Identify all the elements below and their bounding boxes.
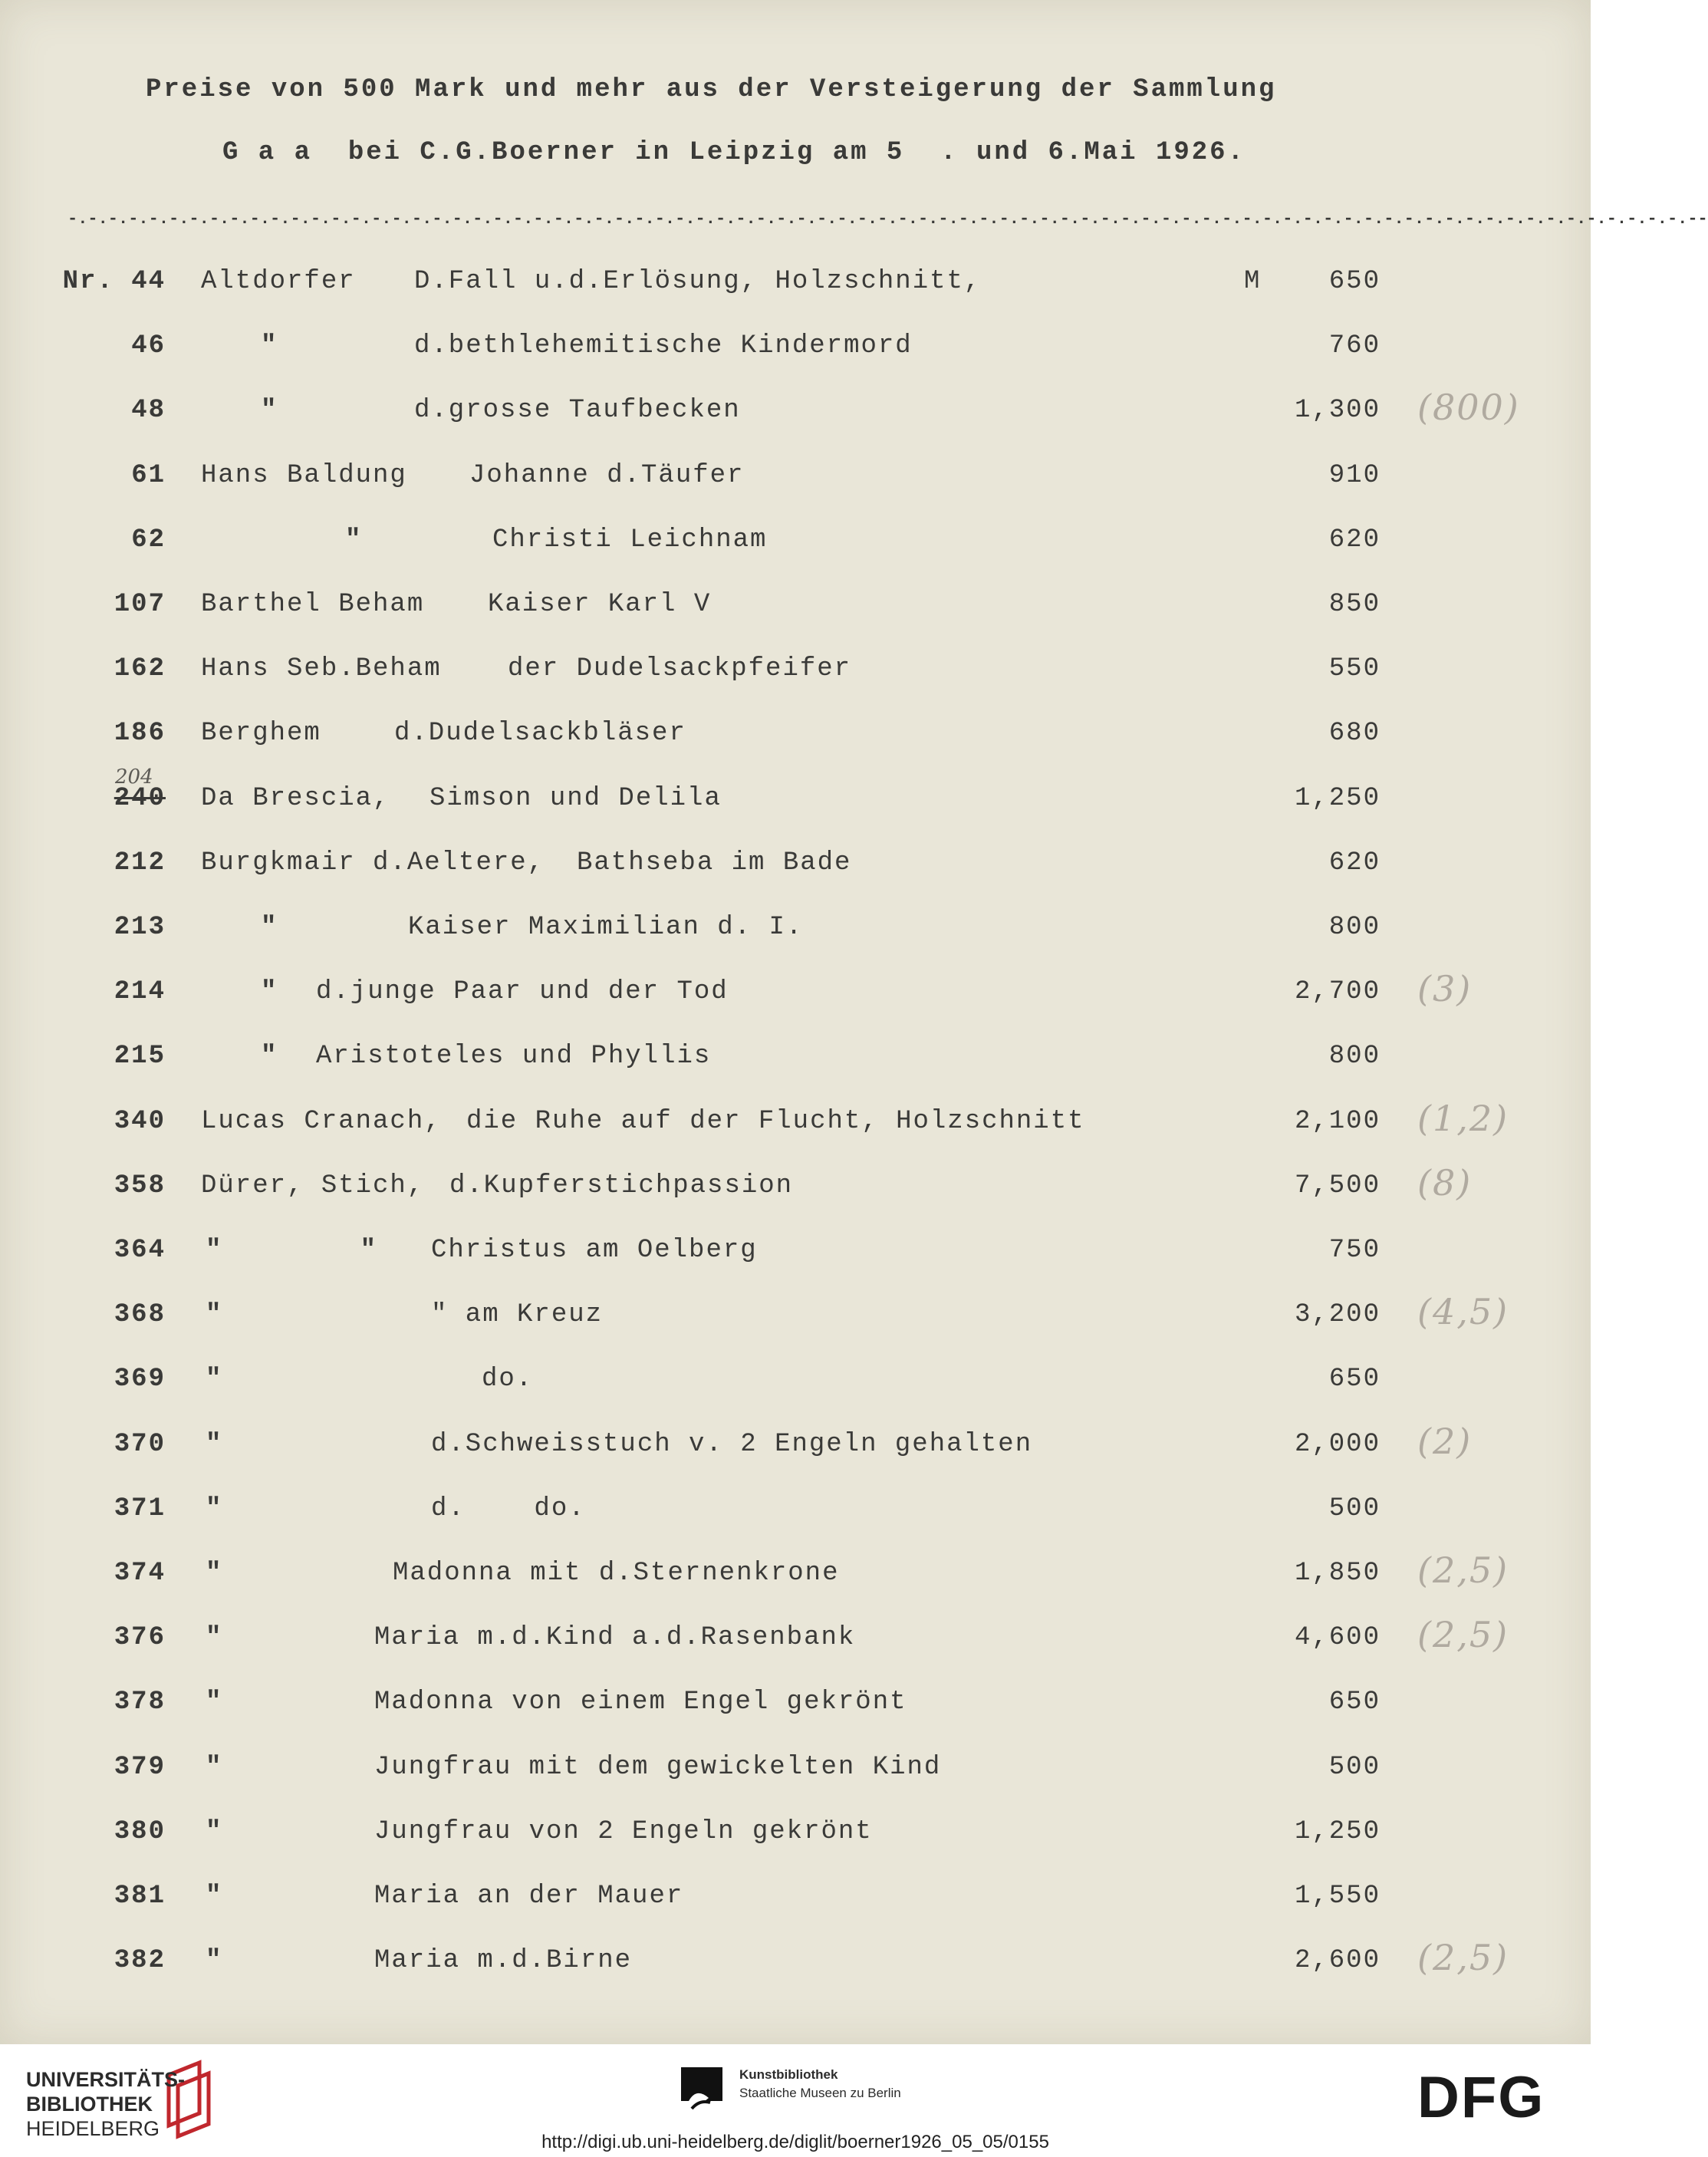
- ditto-mark: ": [206, 1494, 223, 1523]
- price: 1,250: [1294, 784, 1381, 813]
- ditto-mark: ": [206, 1365, 223, 1394]
- price: 3,200: [1294, 1300, 1381, 1329]
- pencil-correction: 204: [115, 766, 153, 789]
- price: 500: [1328, 1494, 1381, 1523]
- price: 650: [1328, 1365, 1381, 1394]
- ditto-mark: ": [206, 1623, 223, 1652]
- artist-name: Burgkmair d.Aeltere,: [201, 848, 545, 878]
- lot-number: 381: [114, 1882, 166, 1911]
- lot-number: 380: [114, 1817, 166, 1846]
- work-title: der Dudelsackpfeifer: [508, 654, 852, 683]
- lot-number: 376: [114, 1623, 166, 1652]
- pencil-note: (2,5): [1417, 1549, 1509, 1591]
- ditto-mark: ": [206, 1559, 223, 1588]
- table-row: [0, 968, 1591, 1025]
- lot-number: 382: [114, 1946, 166, 1975]
- ditto-mark: ": [206, 1946, 223, 1975]
- ditto-mark: ": [206, 1688, 223, 1717]
- lot-number: Nr. 44: [62, 267, 166, 296]
- ditto-mark: ": [206, 1817, 223, 1846]
- kunstbibliothek-logo-icon: [678, 2064, 726, 2112]
- heading-line-1: Preise von 500 Mark und mehr aus der Versteigerung der Sammlung: [146, 75, 1277, 104]
- lot-number: 364: [114, 1236, 166, 1265]
- ditto-mark: ": [206, 1753, 223, 1782]
- table-row: [0, 1937, 1591, 1994]
- ditto-mark: ": [261, 913, 278, 942]
- work-title: d.junge Paar und der Tod: [316, 977, 729, 1006]
- lot-number: 368: [114, 1300, 166, 1329]
- lot-number: 215: [114, 1042, 166, 1071]
- price: 650: [1328, 1688, 1381, 1717]
- work-title: Jungfrau von 2 Engeln gekrönt: [374, 1817, 873, 1846]
- lot-number: 371: [114, 1494, 166, 1523]
- price: 850: [1328, 590, 1381, 619]
- price: 2,000: [1294, 1430, 1381, 1459]
- work-title: Bathseba im Bade: [577, 848, 852, 878]
- price: 1,300: [1294, 396, 1381, 425]
- ub-logo-text: [26, 2067, 185, 2116]
- pencil-note: (2,5): [1417, 1614, 1509, 1655]
- lot-number: 48: [131, 396, 166, 425]
- table-row: [0, 1496, 1591, 1542]
- price: 2,100: [1294, 1107, 1381, 1136]
- lot-number: 212: [114, 848, 166, 878]
- work-title: Maria m.d.Birne: [374, 1946, 633, 1975]
- work-title: Maria m.d.Kind a.d.Rasenbank: [374, 1623, 856, 1652]
- artist-name: Barthel Beham: [201, 590, 425, 619]
- work-title: Johanne d.Täufer: [469, 461, 745, 490]
- pencil-note: (1,2): [1417, 1098, 1509, 1139]
- footer-bar: [0, 2044, 1591, 2157]
- artist-name: Altdorfer: [201, 267, 356, 296]
- divider-line: -.-.-.-.-.-.-.-.-.-.-.-.-.-.-.-.-.-.-.-.-.-.-.-.-.-.-.-.-.-.-.-.-.-.-.-.-.-.-.-.-.-.-.-.-.-.-.-.-.-.-.-.-.-.-.-.-.-.-.-.-.-.-.-.-.-.-.-.-.-.-.-.-.-.-.-.-.-.-.-.--: [67, 209, 1708, 229]
- pencil-note: (3): [1417, 968, 1473, 1009]
- work-title: Aristoteles und Phyllis: [316, 1042, 712, 1071]
- work-title: " am Kreuz: [431, 1300, 604, 1329]
- permalink-url[interactable]: http://digi.ub.uni-heidelberg.de/diglit/boerner1926_05_05/0155: [541, 2132, 1049, 2152]
- pencil-note: (4,5): [1417, 1291, 1509, 1332]
- work-title: Maria an der Mauer: [374, 1882, 684, 1911]
- table-row: [0, 850, 1591, 896]
- work-title: d.Kupferstichpassion: [449, 1171, 794, 1200]
- artist-name: Dürer, Stich,: [201, 1171, 425, 1200]
- table-row: [0, 914, 1591, 960]
- table-row: [0, 1421, 1591, 1477]
- lot-number: 214: [114, 977, 166, 1006]
- lot-number: 61: [131, 461, 166, 490]
- work-title: Madonna von einem Engel gekrönt: [374, 1688, 907, 1717]
- price: 800: [1328, 1042, 1381, 1071]
- lot-number: 62: [131, 525, 166, 555]
- work-title: Kaiser Maximilian d. I.: [408, 913, 804, 942]
- table-row: [0, 591, 1591, 637]
- ditto-mark: ": [206, 1300, 223, 1329]
- price: 4,600: [1294, 1623, 1381, 1652]
- lot-number: 374: [114, 1559, 166, 1588]
- price: 1,550: [1294, 1882, 1381, 1911]
- ditto-mark: " ": [206, 1236, 378, 1265]
- pencil-note: (800): [1417, 387, 1520, 428]
- price: 800: [1328, 913, 1381, 942]
- table-row: [0, 1366, 1591, 1412]
- table-row: [0, 333, 1591, 379]
- price: 620: [1328, 848, 1381, 878]
- price: 2,700: [1294, 977, 1381, 1006]
- currency-symbol: M: [1244, 267, 1262, 296]
- kunstbibliothek-name: Kunstbibliothek: [739, 2067, 838, 2082]
- table-row: [0, 1883, 1591, 1929]
- price: 760: [1328, 331, 1381, 361]
- table-row: [0, 1043, 1591, 1089]
- lot-number: 378: [114, 1688, 166, 1717]
- heading-line-2: G a a bei C.G.Boerner in Leipzig am 5 . und 6.Mai 1926.: [222, 138, 1246, 167]
- lot-number: 370: [114, 1430, 166, 1459]
- lot-number: 162: [114, 654, 166, 683]
- ditto-mark: ": [206, 1430, 223, 1459]
- table-row: [0, 268, 1591, 314]
- kunstbibliothek-subtitle: Staatliche Museen zu Berlin: [739, 2086, 901, 2100]
- price: 550: [1328, 654, 1381, 683]
- table-row: [0, 1549, 1591, 1606]
- work-title: D.Fall u.d.Erlösung, Holzschnitt,: [414, 267, 982, 296]
- ditto-mark: ": [261, 331, 278, 361]
- artist-name: Hans Baldung: [201, 461, 407, 490]
- price: 750: [1328, 1236, 1381, 1265]
- ditto-mark: ": [261, 1042, 278, 1071]
- work-title: d.bethlehemitische Kindermord: [414, 331, 913, 361]
- work-title: Jungfrau mit dem gewickelten Kind: [374, 1753, 942, 1782]
- lot-number: 358: [114, 1171, 166, 1200]
- table-row: [0, 1098, 1591, 1154]
- table-row: [0, 1291, 1591, 1348]
- artist-name: Berghem: [201, 719, 321, 748]
- work-title: Simson und Delila: [429, 784, 722, 813]
- price: 650: [1328, 267, 1381, 296]
- table-row: [0, 1754, 1591, 1800]
- ub-line-3: HEIDELBERG: [26, 2117, 160, 2140]
- ub-line-2: BIBLIOTHEK: [26, 2093, 153, 2116]
- price: 500: [1328, 1753, 1381, 1782]
- price: 620: [1328, 525, 1381, 555]
- lot-number: 46: [131, 331, 166, 361]
- table-row: [0, 720, 1591, 766]
- table-row: [0, 387, 1591, 443]
- table-row: [0, 527, 1591, 573]
- artist-name: Da Brescia,: [201, 784, 390, 813]
- work-title: die Ruhe auf der Flucht, Holzschnitt: [466, 1107, 1085, 1136]
- work-title: do.: [482, 1365, 534, 1394]
- work-title: d.Dudelsackbläser: [394, 719, 686, 748]
- lot-number: 340: [114, 1107, 166, 1136]
- table-row: [0, 1614, 1591, 1671]
- ditto-mark: ": [206, 1882, 223, 1911]
- artist-name: Hans Seb.Beham: [201, 654, 442, 683]
- table-row: [0, 656, 1591, 702]
- work-title: Kaiser Karl V: [488, 590, 712, 619]
- work-title: Christi Leichnam: [492, 525, 768, 555]
- table-row: [0, 766, 1591, 832]
- work-title: d.grosse Taufbecken: [414, 396, 741, 425]
- work-title: d.Schweisstuch v. 2 Engeln gehalten: [431, 1430, 1033, 1459]
- work-title: Madonna mit d.Sternenkrone: [393, 1559, 840, 1588]
- price: 1,850: [1294, 1559, 1381, 1588]
- table-row: [0, 1237, 1591, 1283]
- ditto-mark: ": [261, 396, 278, 425]
- lot-number: 107: [114, 590, 166, 619]
- price: 7,500: [1294, 1171, 1381, 1200]
- lot-number: 213: [114, 913, 166, 942]
- table-row: [0, 1162, 1591, 1219]
- lot-number: 379: [114, 1753, 166, 1782]
- lot-number: 369: [114, 1365, 166, 1394]
- pencil-note: (8): [1417, 1162, 1473, 1204]
- price: 680: [1328, 719, 1381, 748]
- ditto-mark: ": [345, 525, 363, 555]
- work-title: Christus am Oelberg: [431, 1236, 758, 1265]
- dfg-logo: DFG: [1417, 2065, 1545, 2130]
- work-title: d. do.: [431, 1494, 586, 1523]
- ub-line-1: UNIVERSITÄTS-: [26, 2068, 186, 2091]
- pencil-note: (2): [1417, 1421, 1473, 1462]
- lot-number: 186: [114, 719, 166, 748]
- price: 910: [1328, 461, 1381, 490]
- price: 2,600: [1294, 1946, 1381, 1975]
- table-row: [0, 1819, 1591, 1865]
- table-row: [0, 463, 1591, 509]
- price: 1,250: [1294, 1817, 1381, 1846]
- ditto-mark: ": [261, 977, 278, 1006]
- pencil-note: (2,5): [1417, 1937, 1509, 1978]
- table-row: [0, 1689, 1591, 1735]
- lot-number: 240: [114, 784, 166, 813]
- artist-name: Lucas Cranach,: [201, 1107, 442, 1136]
